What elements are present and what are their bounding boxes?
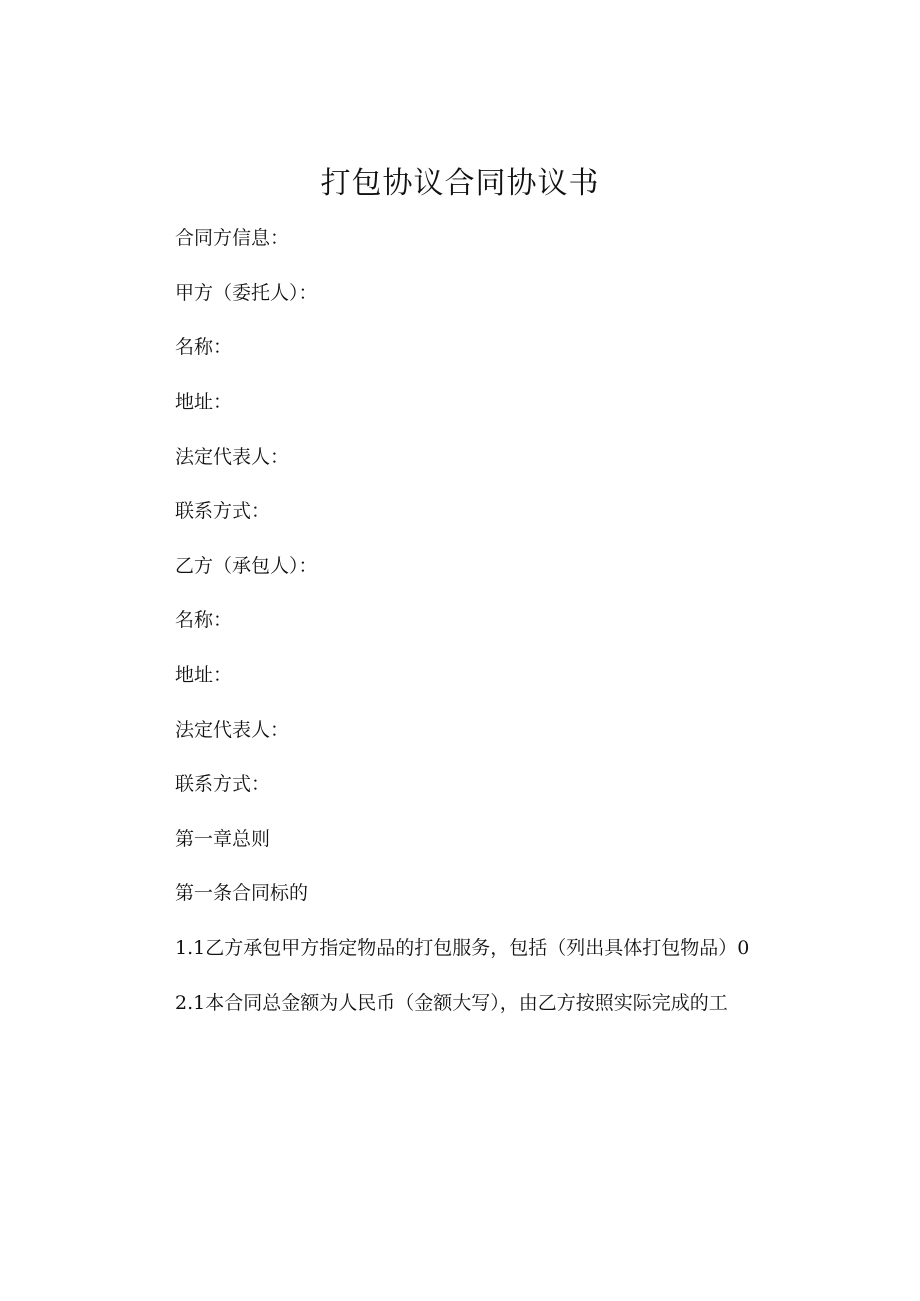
party-b-address-label: 地址：	[175, 664, 233, 686]
party-a-contact-label: 联系方式：	[175, 500, 271, 522]
party-b-name-label: 名称：	[175, 609, 233, 631]
party-b-contact-label: 联系方式：	[175, 773, 271, 795]
clause-2-1: 2.1本合同总金额为人民币（金额大写），由乙方按照实际完成的工	[175, 992, 728, 1014]
party-a-name-label: 名称：	[175, 336, 233, 358]
chapter-heading: 第一章总则	[175, 828, 271, 850]
party-a-legal-rep-label: 法定代表人：	[175, 446, 290, 468]
party-b-legal-rep-label: 法定代表人：	[175, 719, 290, 741]
section-parties-heading: 合同方信息：	[175, 227, 290, 249]
party-b-heading: 乙方（承包人）：	[175, 555, 318, 577]
article-heading: 第一条合同标的	[175, 882, 309, 904]
party-a-heading: 甲方（委托人）：	[175, 282, 318, 304]
document-title: 打包协议合同协议书	[320, 166, 600, 201]
clause-1-1: 1.1乙方承包甲方指定物品的打包服务，包括（列出具体打包物品）0	[175, 937, 750, 959]
party-a-address-label: 地址：	[175, 391, 233, 413]
